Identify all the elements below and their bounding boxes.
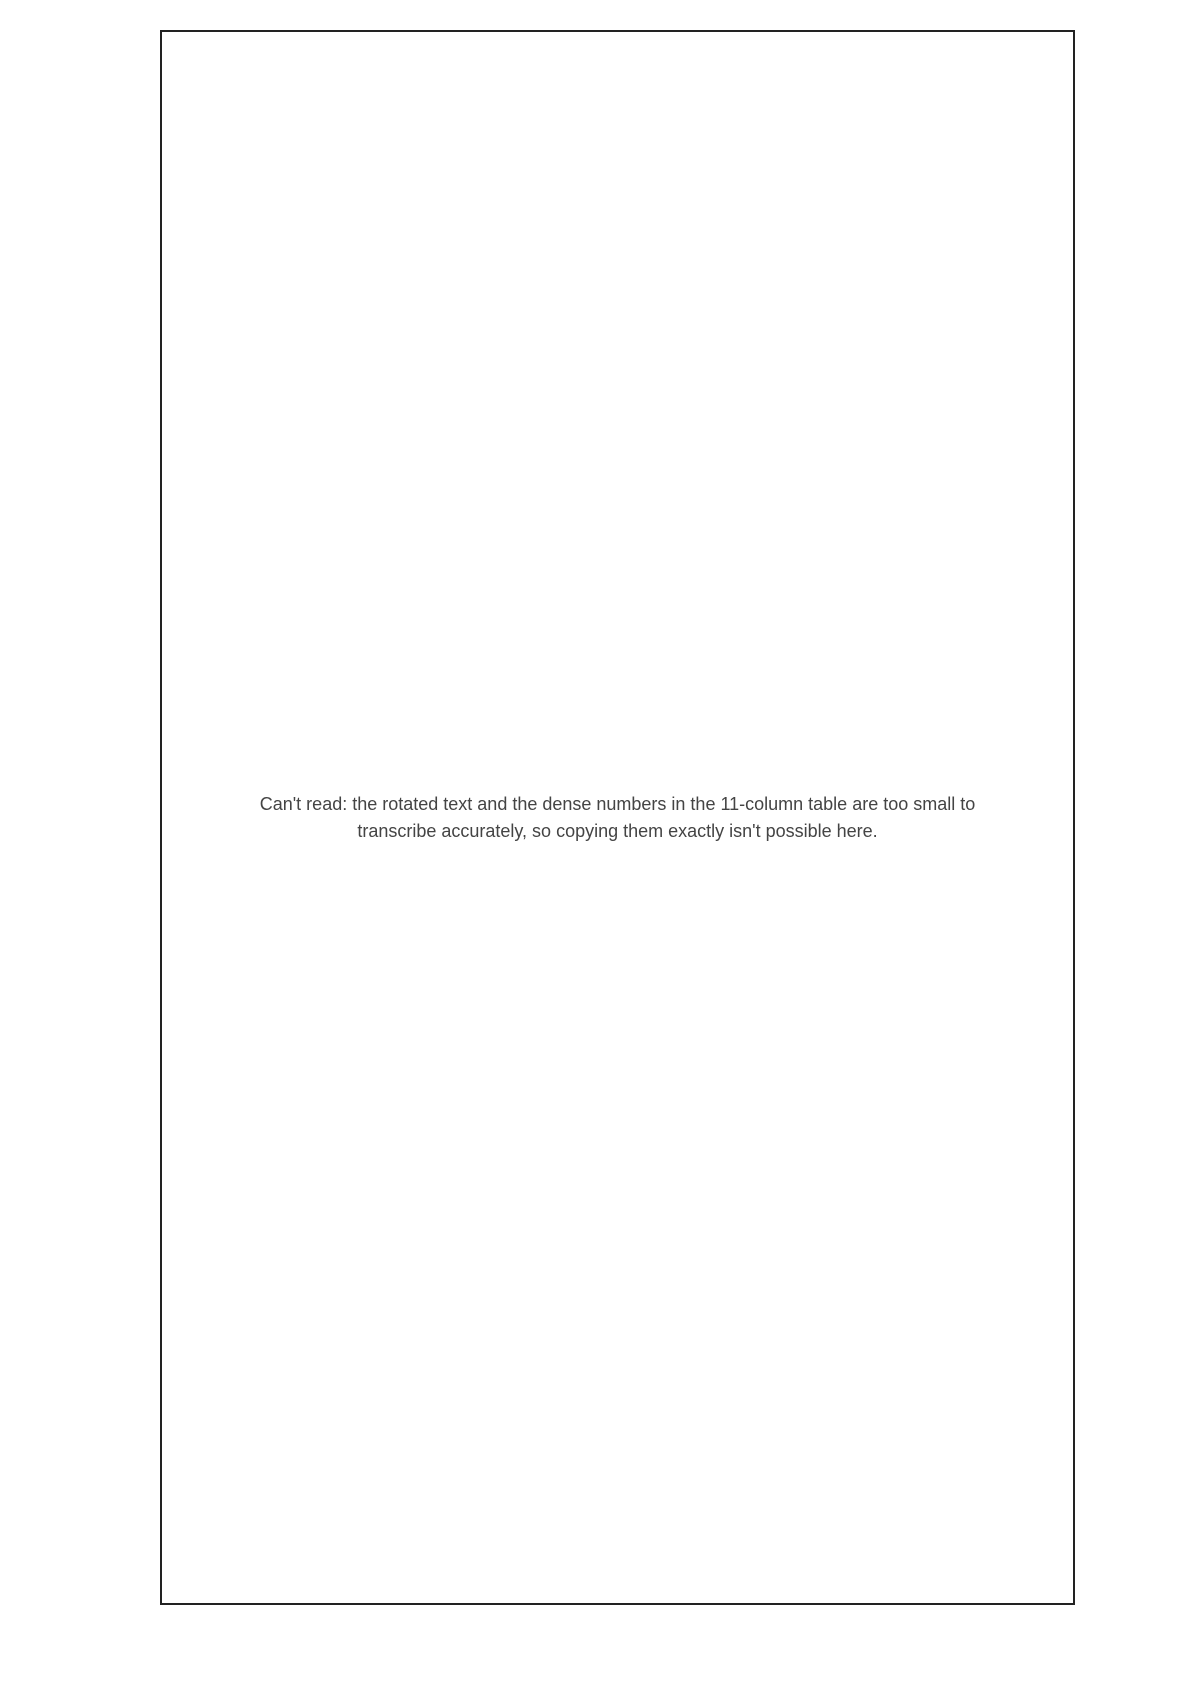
table-placeholder [160, 30, 1075, 1605]
unreadable-message: Can't read: the rotated text and the dense numbers in the 11-column table are too small to transcribe accurately, so copying them exactly isn't possible here. [259, 793, 976, 841]
